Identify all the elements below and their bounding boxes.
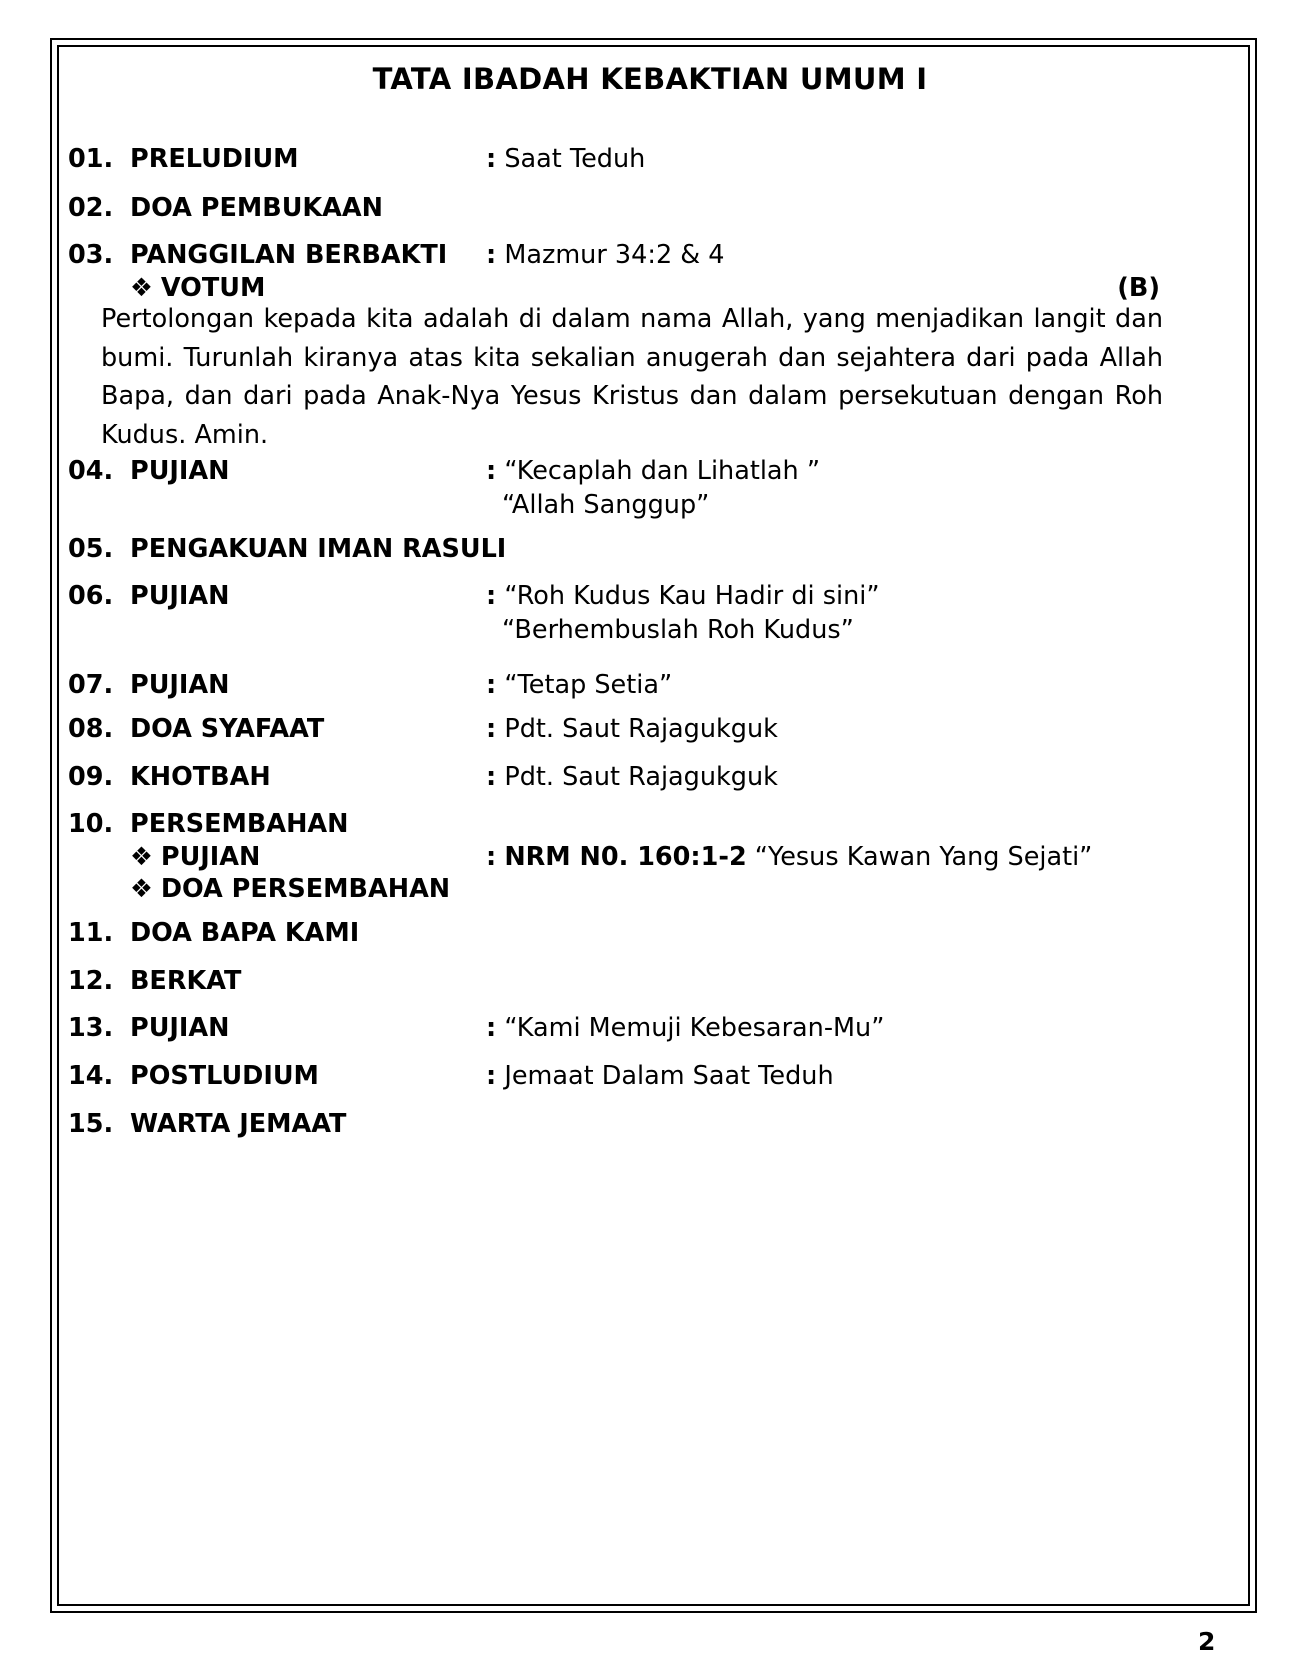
item-number: 07.: [68, 670, 114, 700]
item-label: DOA BAPA KAMI: [130, 918, 360, 948]
item-label: PERSEMBAHAN: [130, 809, 349, 839]
item-label: WARTA JEMAAT: [130, 1109, 347, 1139]
item-label: DOA SYAFAAT: [130, 714, 325, 744]
item-value: : “Kecaplah dan Lihatlah ” “Allah Sanggup”: [486, 456, 821, 520]
item-value: : “Kami Memuji Kebesaran-Mu”: [486, 1013, 885, 1043]
page-title: TATA IBADAH KEBAKTIAN UMUM I: [372, 62, 928, 96]
item-number: 08.: [68, 714, 114, 744]
item-value: : NRM N0. 160:1-2 “Yesus Kawan Yang Sejati”: [486, 842, 1093, 872]
item-number: 01.: [68, 144, 114, 174]
sub-item-label: ❖ PUJIAN: [130, 842, 261, 872]
item-label: KHOTBAH: [130, 762, 271, 792]
item-value: : “Roh Kudus Kau Hadir di sini” “Berhembuslah Roh Kudus”: [486, 581, 880, 645]
item-label: PENGAKUAN IMAN RASULI: [130, 534, 507, 564]
bullet-icon: ❖: [130, 842, 153, 872]
item-label: POSTLUDIUM: [130, 1061, 319, 1091]
item-label: DOA PEMBUKAAN: [130, 193, 383, 223]
item-number: 13.: [68, 1013, 114, 1043]
item-value: : Pdt. Saut Rajagukguk: [486, 714, 778, 744]
item-label: PUJIAN: [130, 670, 230, 700]
item-number: 05.: [68, 534, 114, 564]
item-number: 02.: [68, 193, 114, 223]
item-label: BERKAT: [130, 966, 242, 996]
bullet-icon: ❖: [130, 874, 153, 904]
votum-paragraph: Pertolongan kepada kita adalah di dalam nama Allah, yang menjadikan langit dan bumi. Turunlah kiranya atas kita sekalian anugerah dan sejahtera dari pada Allah Bapa, dan dari pada Anak-Nya Yesus Kristus dan dalam persekutuan dengan Roh Kudus. Amin.: [101, 304, 1163, 450]
item-label: PUJIAN: [130, 581, 230, 611]
sub-item-label: ❖ VOTUM: [130, 273, 266, 303]
item-label: PUJIAN: [130, 1013, 230, 1043]
item-number: 14.: [68, 1061, 114, 1091]
item-number: 15.: [68, 1109, 114, 1139]
item-number: 12.: [68, 966, 114, 996]
item-number: 11.: [68, 918, 114, 948]
item-value: : Jemaat Dalam Saat Teduh: [486, 1061, 834, 1091]
votum-marker: (B): [1117, 273, 1160, 303]
item-value: : “Tetap Setia”: [486, 670, 673, 700]
item-value: : Mazmur 34:2 & 4: [486, 240, 725, 270]
bullet-icon: ❖: [130, 273, 153, 303]
sub-item-label: ❖ DOA PERSEMBAHAN: [130, 874, 451, 904]
item-number: 09.: [68, 762, 114, 792]
item-number: 06.: [68, 581, 114, 611]
item-number: 10.: [68, 809, 114, 839]
item-label: PANGGILAN BERBAKTI: [130, 240, 448, 270]
item-value: : Pdt. Saut Rajagukguk: [486, 762, 778, 792]
item-number: 04.: [68, 456, 114, 486]
item-value: : Saat Teduh: [486, 144, 646, 174]
item-label: PRELUDIUM: [130, 144, 299, 174]
item-number: 03.: [68, 240, 114, 270]
page-number: 2: [1198, 1627, 1216, 1656]
item-label: PUJIAN: [130, 456, 230, 486]
